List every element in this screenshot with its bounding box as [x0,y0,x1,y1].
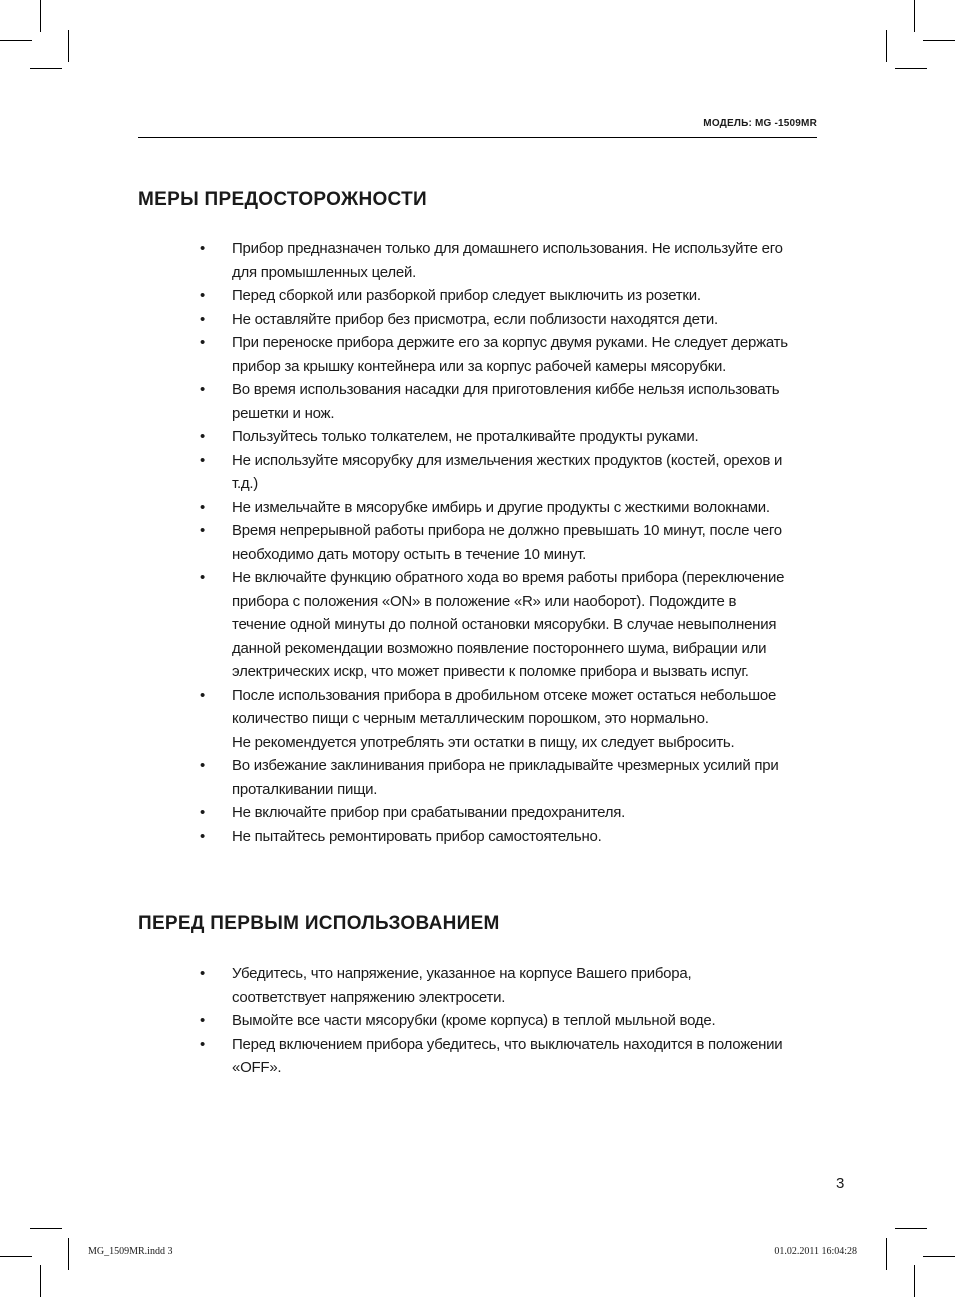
slug-filename: MG_1509MR.indd 3 [88,1246,173,1257]
crop-mark [923,1256,955,1257]
bullet-icon: • [200,451,206,469]
bullet-icon: • [200,240,206,257]
bullet-icon: • [200,965,206,982]
precautions-list [200,237,840,848]
list-item-text: Прибор предназначен только для домашнего использования. Не используйте его [232,240,783,257]
crop-mark [0,40,32,41]
list-item-text: Убедитесь, что напряжение, указанное на корпусе Вашего прибора, [232,965,692,982]
list-item-text: течение одной минуты до полной остановки мясорубки. В случае невыполнения [232,616,777,633]
list-item-text: электрических искр, что может привести к поломке прибора и вызвать испуг. [232,663,749,680]
bullet-icon: • [200,1012,206,1029]
bullet-icon: • [200,287,206,304]
crop-mark [895,68,927,69]
list-item-text: «OFF». [232,1059,282,1076]
bullet-icon: • [200,686,206,704]
list-item [200,378,840,425]
list-item [200,284,840,308]
bullet-icon: • [200,569,206,586]
list-item [200,237,840,284]
list-item-text: Не включайте прибор при срабатывании предохранителя. [232,804,626,821]
crop-mark [30,1228,62,1229]
bullet-icon: • [200,757,206,774]
section-title-first-use: ПЕРЕД ПЕРВЫМ ИСПОЛЬЗОВАНИЕМ [138,913,500,934]
list-item-text: соответствует напряжению электросети. [232,988,506,1006]
bullet-icon: • [200,498,206,516]
list-item [200,962,840,1009]
bullet-icon: • [200,804,206,821]
bullet-icon: • [200,827,206,845]
page-number: 3 [836,1175,845,1192]
crop-mark [40,0,41,32]
list-item [200,496,840,520]
model-label: МОДЕЛЬ: MG -1509MR [703,118,817,129]
list-item-text: Пользуйтесь только толкателем, не проталкивайте продукты руками. [232,428,699,445]
list-item-text: Не используйте мясорубку для измельчения жестких продуктов (костей, орехов и [232,451,783,469]
bullet-icon: • [200,428,206,445]
list-item-text: Не оставляйте прибор без присмотра, если поблизости находятся дети. [232,310,718,328]
list-item-text: проталкивании пищи. [232,780,378,798]
list-item-text: Перед сборкой или разборкой прибор следует выключить из розетки. [232,287,701,304]
first-use-list [200,962,840,1080]
section-title-precautions: МЕРЫ ПРЕДОСТОРОЖНОСТИ [138,189,427,210]
crop-mark [895,1228,927,1229]
bullet-icon: • [200,381,206,398]
bullet-icon: • [200,310,206,328]
list-item-text: т.д.) [232,475,259,492]
slug-timestamp: 01.02.2011 16:04:28 [774,1246,857,1257]
header-rule [138,137,817,138]
list-item-text: необходимо дать мотору остыть в течение 10 минут. [232,545,586,563]
list-item [200,754,840,801]
list-item-text: количество пищи с черным металлическим порошком, это нормально. [232,710,709,727]
list-item [200,308,840,332]
list-item-text: данной рекомендации возможно появление постороннего шума, вибрации или [232,639,767,657]
list-item-text: решетки и нож. [232,404,335,422]
list-item [200,425,840,449]
list-item-text: Перед включением прибора убедитесь, что выключатель находится в положении [232,1035,783,1053]
list-item [200,825,840,849]
list-item-text: Во время использования насадки для приготовления киббе нельзя использовать [232,381,780,398]
crop-mark [40,1265,41,1297]
list-item-text: При переноске прибора держите его за корпус двумя руками. Не следует держать [232,334,788,351]
crop-mark [0,1256,32,1257]
crop-mark [923,40,955,41]
list-item-text: Вымойте все части мясорубки (кроме корпуса) в теплой мыльной воде. [232,1012,716,1029]
bullet-icon: • [200,334,206,351]
bullet-icon: • [200,1035,206,1053]
list-item-text: Не рекомендуется употреблять эти остатки в пищу, их следует выбросить. [232,733,735,751]
list-item-text: прибор за крышку контейнера или за корпус рабочей камеры мясорубки. [232,357,727,375]
bullet-icon: • [200,522,206,539]
list-item-text: Не включайте функцию обратного хода во время работы прибора (переключение [232,569,785,586]
list-item [200,1033,840,1080]
list-item-text: Не пытайтесь ремонтировать прибор самостоятельно. [232,827,602,845]
crop-mark [914,1265,915,1297]
list-item [200,449,840,496]
crop-mark [886,1238,887,1270]
crop-mark [30,68,62,69]
list-item [200,566,840,684]
crop-mark [886,30,887,62]
list-item-text: прибора с положения «ON» в положение «R» или наоборот). Подождите в [232,592,737,610]
list-item-text: для промышленных целей. [232,263,416,281]
list-item-text: Не измельчайте в мясорубке имбирь и другие продукты с жесткими волокнами. [232,498,770,516]
list-item [200,1009,840,1033]
list-item [200,519,840,566]
list-item [200,331,840,378]
crop-mark [68,30,69,62]
crop-mark [68,1238,69,1270]
list-item [200,684,840,755]
crop-mark [914,0,915,32]
list-item-text: Время непрерывной работы прибора не должно превышать 10 минут, после чего [232,522,782,539]
list-item-text: После использования прибора в дробильном отсеке может остаться небольшое [232,686,777,704]
list-item [200,801,840,825]
list-item-text: Во избежание заклинивания прибора не прикладывайте чрезмерных усилий при [232,757,779,774]
